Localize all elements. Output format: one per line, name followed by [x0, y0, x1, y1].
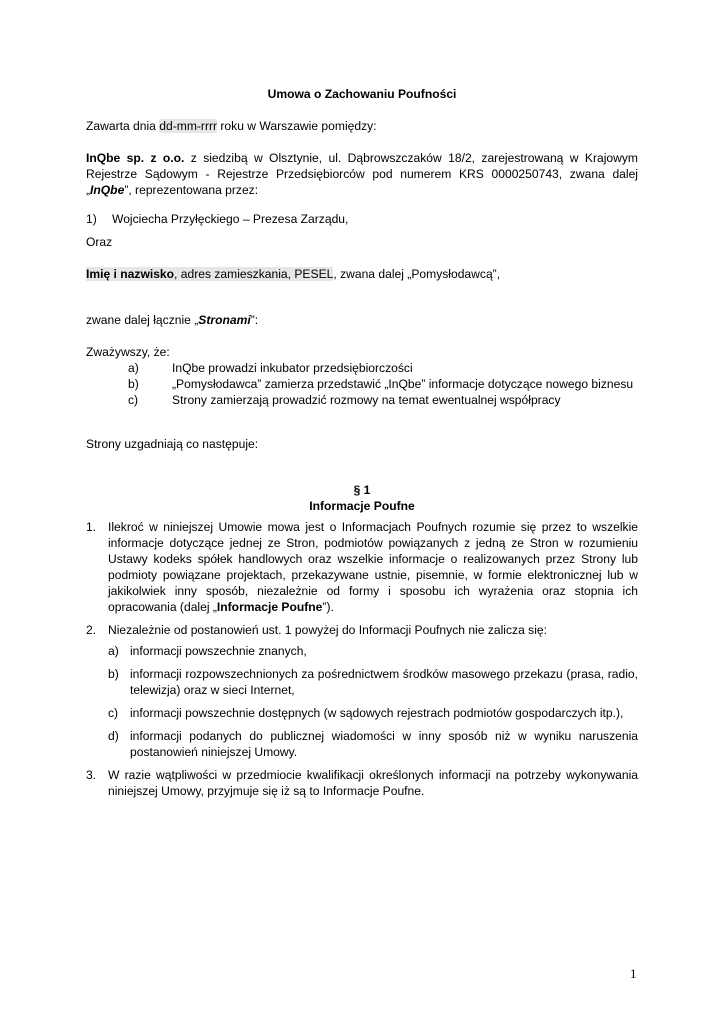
list-item-text: informacji powszechnie dostępnych (w sądowych rejestrach podmiotów gospodarczych itp.), — [130, 706, 624, 720]
party2-details-placeholder: , adres zamieszkania, PESEL — [174, 267, 334, 281]
clause-number: 3. — [86, 768, 97, 782]
clause-3 — [86, 767, 638, 799]
party1-name: InQbe sp. z o.o. — [86, 151, 185, 165]
party1-text: z siedzibą w Olsztynie, ul. Dąbrowszczaków 18/2, zarejestrowaną w Krajowym Rejestrze Sądowym - Rejestrze Przedsiębiorców pod numerem KRS 0000250743, zwana dalej „ — [86, 151, 638, 197]
clause-2-item — [108, 728, 638, 760]
agree-line: Strony uzgadniają co następuje: — [86, 437, 259, 451]
clause-2-item — [108, 643, 638, 659]
clause-1-end: ”). — [322, 600, 334, 614]
clause-3-text: W razie wątpliwości w przedmiocie kwalifikacji określonych informacji na potrzeby wykonywania niniejszej Umowy, przyjmuje się iż są to Informacje Poufne. — [108, 768, 638, 798]
representative-text: Wojciecha Przyłęckiego – Prezesa Zarządu, — [112, 212, 349, 226]
clause-number: 1. — [86, 520, 97, 534]
intro-text-end: roku w Warszawie pomiędzy: — [217, 119, 377, 133]
representative-number: 1) — [86, 212, 97, 226]
clause-1-body: Ilekroć w niniejszej Umowie mowa jest o Informacjach Poufnych rozumie się przez to wszelkie informacje dotyczące jednej ze Stron, podmiotów powiązanych z jedną ze Stron w rozumieniu Ustawy kodeks spółek handlowych oraz wszelkie informacje o realizowanych przez Strony lub podmioty powiązane projektach, przekazywane ustnie, pisemnie, w formie elektronicznej lub w jakikolwiek inny sposób, niezależnie od formy i sposobu ich wyrażenia oraz stopnia ich opracowania (dalej „ — [108, 520, 638, 614]
whereas-marker: c) — [128, 393, 139, 407]
oraz-text: Oraz — [86, 235, 113, 249]
whereas-marker: b) — [128, 377, 139, 391]
clause-1 — [86, 519, 638, 615]
jointly-end: ”: — [250, 313, 259, 327]
clause-2-item — [108, 705, 638, 721]
clause-number: 2. — [86, 623, 97, 637]
section-title: Informacje Poufne — [309, 499, 415, 513]
list-item-text: informacji rozpowszechnionych za pośrednictwem środków masowego przekazu (prasa, radio, telewizja) oraz w sieci Internet, — [130, 667, 638, 697]
whereas-marker: a) — [128, 361, 139, 375]
party2-text: , zwana dalej „Pomysłodawcą”, — [333, 267, 501, 281]
whereas-list — [86, 360, 646, 408]
list-marker: a) — [108, 644, 119, 658]
jointly-line — [86, 312, 258, 328]
clause-1-term: Informacje Poufne — [216, 600, 323, 614]
whereas-item-text: InQbe prowadzi inkubator przedsiębiorczości — [172, 361, 413, 375]
party1-end: ”, reprezentowana przez: — [124, 183, 259, 197]
whereas-item-text: Strony zamierzają prowadzić rozmowy na temat ewentualnej współpracy — [172, 393, 561, 407]
list-item-text: informacji podanych do publicznej wiadomości w inny sposób niż w wyniku naruszenia postanowień niniejszej Umowy. — [130, 729, 638, 759]
jointly-alias: Stronami — [198, 313, 251, 327]
list-item-text: informacji powszechnie znanych, — [130, 644, 307, 658]
document-title: Umowa o Zachowaniu Poufności — [267, 87, 457, 101]
date-placeholder: dd-mm-rrrr — [159, 119, 218, 133]
clause-2-text: Niezależnie od postanowień ust. 1 powyżej do Informacji Poufnych nie zalicza się: — [108, 623, 547, 637]
page-number: 1 — [630, 966, 637, 981]
party1-paragraph — [86, 150, 638, 198]
intro-line — [86, 118, 638, 134]
party2-line — [86, 266, 646, 282]
list-marker: d) — [108, 729, 119, 743]
whereas-heading: Zważywszy, że: — [86, 345, 170, 359]
list-marker: c) — [108, 706, 119, 720]
clause-1-text — [108, 519, 638, 615]
clause-2-item — [108, 666, 638, 698]
party1-alias: InQbe — [90, 183, 125, 197]
whereas-item-text: „Pomysłodawca” zamierza przedstawić „InQbe” informacje dotyczące nowego biznesu — [172, 377, 634, 391]
jointly-text: zwane dalej łącznie „ — [86, 313, 199, 327]
clause-2 — [86, 622, 638, 638]
list-marker: b) — [108, 667, 119, 681]
intro-text: Zawarta dnia — [86, 119, 160, 133]
party2-name-placeholder: Imię i nazwisko — [86, 267, 175, 281]
section-number: § 1 — [353, 483, 371, 497]
